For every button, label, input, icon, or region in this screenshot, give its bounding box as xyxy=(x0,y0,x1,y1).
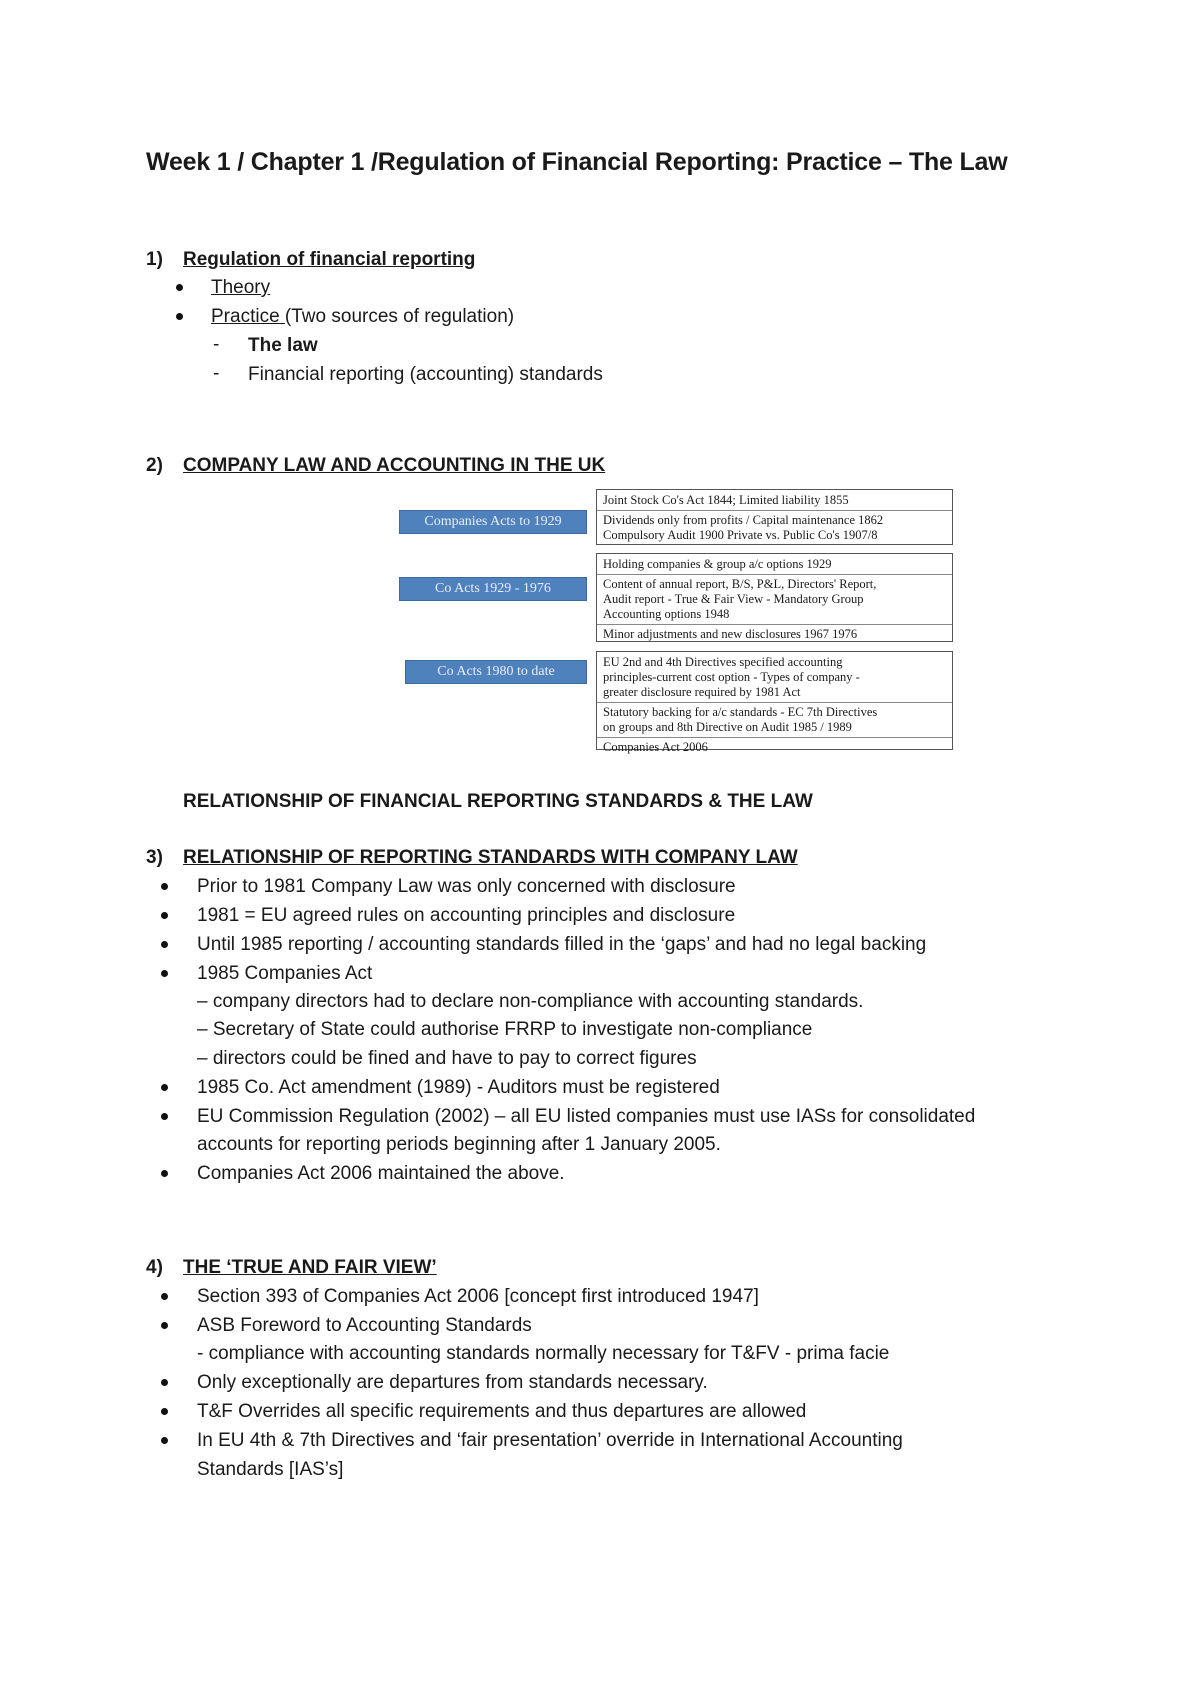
s4-line: T&F Overrides all specific requirements and thus departures are allowed xyxy=(197,1401,807,1422)
diagram-box-3-line: Statutory backing for a/c standards - EC 7th Directives xyxy=(603,705,878,719)
bullet-icon xyxy=(161,883,168,890)
bullet-icon xyxy=(161,1084,168,1091)
s1-bullet-theory: Theory xyxy=(211,277,271,298)
dash-icon: - xyxy=(213,334,220,355)
diagram-box-2-line: Holding companies & group a/c options 1929 xyxy=(603,557,832,571)
diagram-box-1-line: Compulsory Audit 1900 Private vs. Public Co's 1907/8 xyxy=(603,528,878,542)
diagram-box-1-line: Dividends only from profits / Capital maintenance 1862 xyxy=(603,513,884,527)
diagram-box-3-line: EU 2nd and 4th Directives specified accounting xyxy=(603,655,843,669)
s3-line: 1981 = EU agreed rules on accounting principles and disclosure xyxy=(197,905,736,926)
diagram-box-2-line: Minor adjustments and new disclosures 1967 1976 xyxy=(603,627,858,641)
diagram-label-1: Companies Acts to 1929 xyxy=(399,510,587,534)
diagram-box-2-line: Accounting options 1948 xyxy=(603,607,730,621)
s4-line: ASB Foreword to Accounting Standards xyxy=(197,1315,532,1336)
section-2-heading: COMPANY LAW AND ACCOUNTING IN THE UK xyxy=(183,455,606,476)
s1-dash-the-law: The law xyxy=(248,335,318,356)
diagram-box-3-line: Companies Act 2006 xyxy=(603,740,708,754)
diagram-box-1-line: Joint Stock Co's Act 1844; Limited liability 1855 xyxy=(603,493,849,507)
page-title: Week 1 / Chapter 1 /Regulation of Financial Reporting: Practice – The Law xyxy=(146,148,1008,176)
bullet-icon xyxy=(161,1379,168,1386)
bullet-icon xyxy=(161,970,168,977)
s4-line: Section 393 of Companies Act 2006 [concept first introduced 1947] xyxy=(197,1286,759,1307)
bullet-icon xyxy=(161,1437,168,1444)
s3-subline: – Secretary of State could authorise FRRP to investigate non-compliance xyxy=(197,1019,813,1040)
bullet-icon xyxy=(161,1322,168,1329)
bullet-icon xyxy=(161,912,168,919)
s3-line: Prior to 1981 Company Law was only concerned with disclosure xyxy=(197,876,736,897)
diagram-label-2: Co Acts 1929 - 1976 xyxy=(399,577,587,601)
s4-line: In EU 4th & 7th Directives and ‘fair presentation’ override in International Accounting xyxy=(197,1430,903,1451)
s3-subline: – company directors had to declare non-compliance with accounting standards. xyxy=(197,991,864,1012)
s3-line: Until 1985 reporting / accounting standards filled in the ‘gaps’ and had no legal backing xyxy=(197,934,927,955)
section-3-heading: RELATIONSHIP OF REPORTING STANDARDS WITH COMPANY LAW xyxy=(183,847,798,868)
s1-practice-label: Practice xyxy=(211,306,285,327)
section-1-heading: Regulation of financial reporting xyxy=(183,249,476,270)
bullet-icon xyxy=(161,1170,168,1177)
section-1-number: 1) xyxy=(146,249,163,270)
bullet-icon xyxy=(161,1113,168,1120)
section-4-heading: THE ‘TRUE AND FAIR VIEW’ xyxy=(183,1257,437,1278)
diagram-box-2 xyxy=(596,553,953,642)
diagram-box-1 xyxy=(596,489,953,545)
diagram-box-3-line: principles-current cost option - Types of company - xyxy=(603,670,860,684)
s4-subline: - compliance with accounting standards normally necessary for T&FV - prima facie xyxy=(197,1343,890,1364)
s1-practice-rest: (Two sources of regulation) xyxy=(284,306,515,327)
s3-line: Companies Act 2006 maintained the above. xyxy=(197,1163,565,1184)
bullet-icon xyxy=(176,284,183,291)
bullet-icon xyxy=(176,313,183,320)
relationship-heading: RELATIONSHIP OF FINANCIAL REPORTING STANDARDS & THE LAW xyxy=(183,791,813,812)
diagram-box-3 xyxy=(596,651,953,754)
diagram-box-2-line: Content of annual report, B/S, P&L, Directors' Report, xyxy=(603,577,877,591)
s3-subline: – directors could be fined and have to pay to correct figures xyxy=(197,1048,697,1069)
s1-dash-standards: Financial reporting (accounting) standards xyxy=(248,364,603,385)
s4-line-cont: Standards [IAS’s] xyxy=(197,1459,344,1480)
diagram-box-3-line: on groups and 8th Directive on Audit 1985 / 1989 xyxy=(603,720,852,734)
section-4-number: 4) xyxy=(146,1257,163,1278)
diagram-label-3: Co Acts 1980 to date xyxy=(405,660,587,684)
s1-bullet-practice xyxy=(211,305,514,329)
diagram-box-3-line: greater disclosure required by 1981 Act xyxy=(603,685,801,699)
s4-line: Only exceptionally are departures from standards necessary. xyxy=(197,1372,708,1393)
diagram-box-2-line: Audit report - True & Fair View - Mandatory Group xyxy=(603,592,864,606)
bullet-icon xyxy=(161,1408,168,1415)
s3-line: EU Commission Regulation (2002) – all EU listed companies must use IASs for consolidated xyxy=(197,1106,976,1127)
s3-line: 1985 Co. Act amendment (1989) - Auditors must be registered xyxy=(197,1077,720,1098)
dash-icon: - xyxy=(213,363,220,384)
bullet-icon xyxy=(161,1293,168,1300)
section-3-number: 3) xyxy=(146,847,163,868)
s3-line-cont: accounts for reporting periods beginning after 1 January 2005. xyxy=(197,1134,721,1155)
s3-line: 1985 Companies Act xyxy=(197,963,373,984)
bullet-icon xyxy=(161,941,168,948)
section-2-number: 2) xyxy=(146,455,163,476)
